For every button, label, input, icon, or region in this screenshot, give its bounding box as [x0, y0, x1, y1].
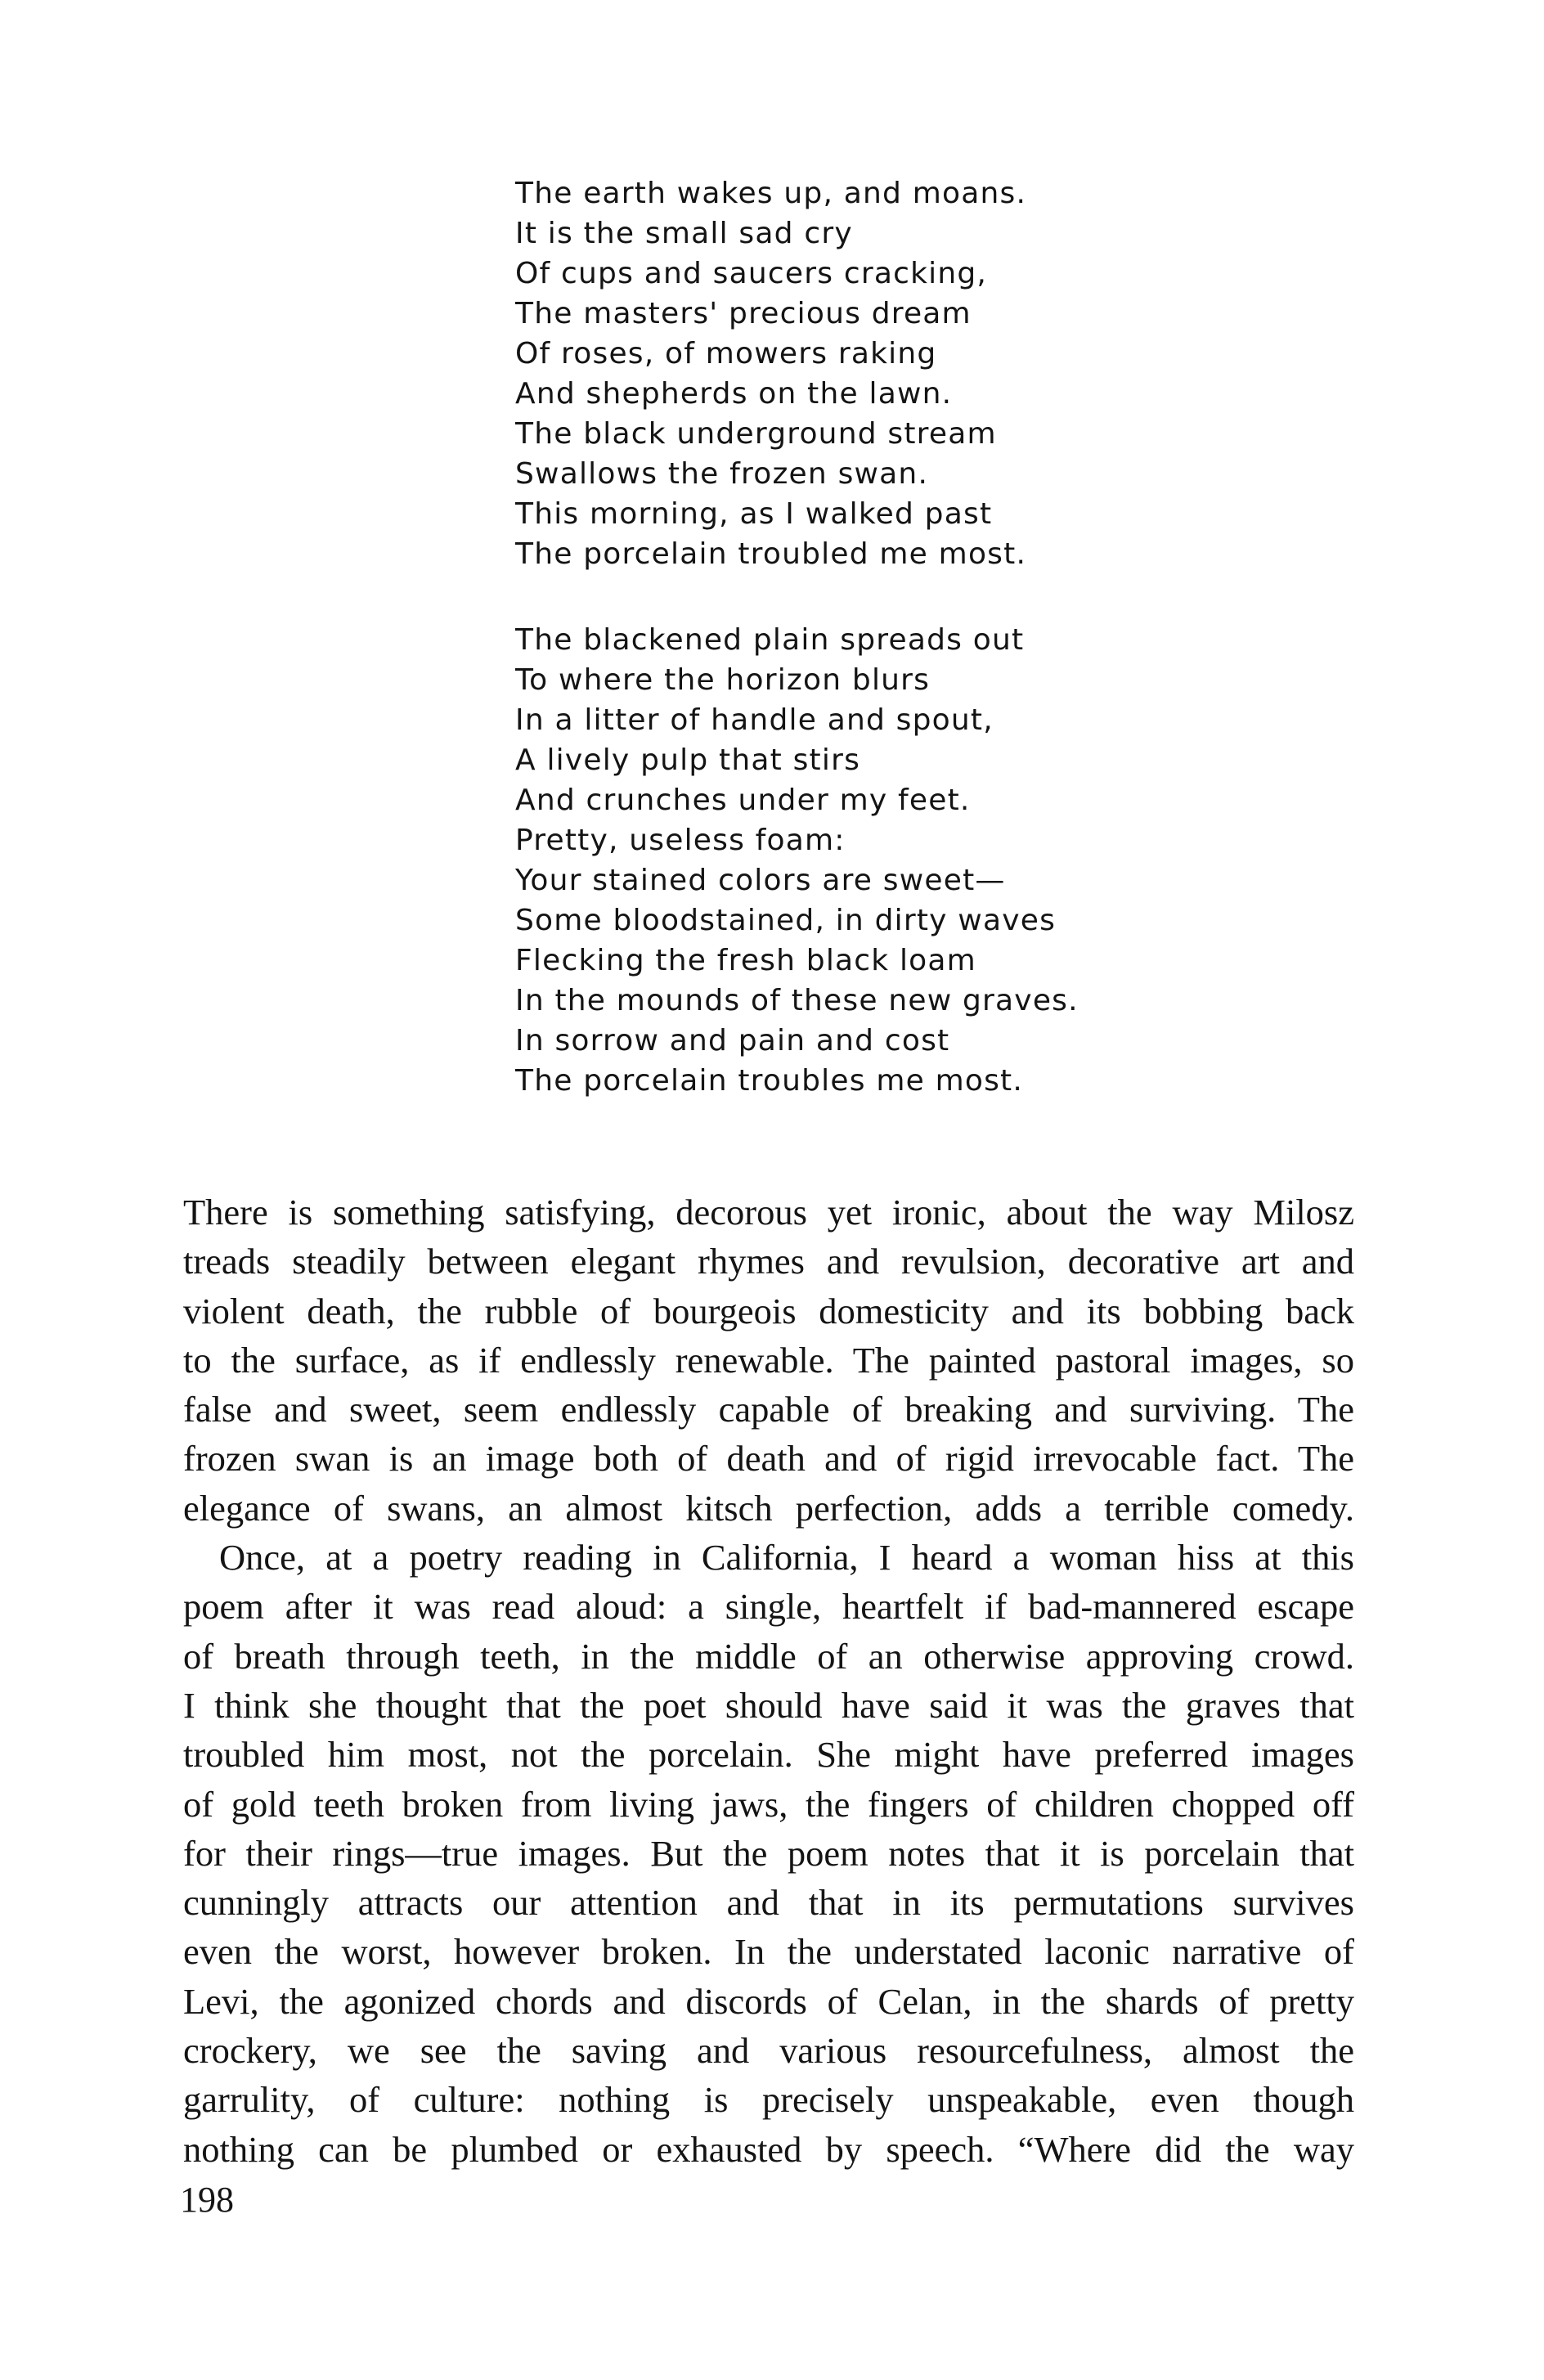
text-line: crockery, we see the saving and various resourcefulness, almost the [183, 2030, 1354, 2072]
verse-line: Of cups and saucers cracking, [515, 257, 988, 290]
text-line: even the worst, however broken. In the understated laconic narrative of [183, 1931, 1354, 1973]
text-line: cunningly attracts our attention and that in its permutations survives [183, 1882, 1354, 1924]
verse-line: Pretty, useless foam: [515, 824, 846, 857]
verse-line: This morning, as I walked past [515, 497, 993, 531]
verse-line: The masters' precious dream [515, 297, 972, 330]
verse-line: The earth wakes up, and moans. [515, 177, 1027, 210]
text-line: nothing can be plumbed or exhausted by speech. “Where did the way [183, 2128, 1354, 2170]
text-line: Levi, the agonized chords and discords of Celan, in the shards of pretty [183, 1980, 1354, 2022]
text-line: troubled him most, not the porcelain. She might have preferred images [183, 1734, 1354, 1776]
verse-line: The porcelain troubled me most. [515, 537, 1027, 571]
verse-line: And crunches under my feet. [515, 784, 971, 817]
poem [515, 173, 1374, 1101]
text-line: garrulity, of culture: nothing is precisely unspeakable, even though [183, 2079, 1354, 2121]
verse-line: Swallows the frozen swan. [515, 457, 929, 491]
verse-line: The blackened plain spreads out [515, 623, 1025, 657]
text-line: frozen swan is an image both of death and of rigid irrevocable fact. The [183, 1438, 1354, 1480]
text-line: Once, at a poetry reading in California, I heard a woman hiss at this [219, 1537, 1354, 1578]
verse-line: It is the small sad cry [515, 217, 853, 250]
text-line: for their rings—true images. But the poem notes that it is porcelain that [183, 1832, 1354, 1874]
text-line: of gold teeth broken from living jaws, the fingers of children chopped off [183, 1783, 1354, 1825]
text-line: poem after it was read aloud: a single, heartfelt if bad-mannered escape [183, 1586, 1354, 1628]
verse-line: A lively pulp that stirs [515, 743, 861, 777]
verse-line: To where the horizon blurs [515, 663, 931, 697]
page-number: 198 [180, 2180, 234, 2220]
verse-line: Some bloodstained, in dirty waves [515, 904, 1057, 937]
poem-stanza-1 [515, 173, 1374, 574]
text-line: of breath through teeth, in the middle of an otherwise approving crowd. [183, 1635, 1354, 1677]
verse-line: In the mounds of these new graves. [515, 984, 1079, 1017]
paragraph-2 [183, 1533, 1354, 2174]
paragraph-1 [183, 1188, 1354, 1533]
poem-stanza-2 [515, 620, 1374, 1101]
verse-line: In sorrow and pain and cost [515, 1024, 950, 1058]
verse-line: In a litter of handle and spout, [515, 703, 994, 737]
text-line: treads steadily between elegant rhymes and revulsion, decorative art and [183, 1241, 1354, 1282]
verse-line: And shepherds on the lawn. [515, 377, 953, 411]
verse-line: Of roses, of mowers raking [515, 337, 937, 370]
verse-line: The black underground stream [515, 417, 997, 451]
verse-line: Your stained colors are sweet— [515, 864, 1006, 897]
text-line: I think she thought that the poet should have said it was the graves that [183, 1684, 1354, 1726]
verse-line: The porcelain troubles me most. [515, 1064, 1023, 1098]
text-line: violent death, the rubble of bourgeois domesticity and its bobbing back [183, 1290, 1354, 1331]
body-text [183, 1188, 1354, 2174]
text-line: false and sweet, seem endlessly capable of breaking and surviving. The [183, 1389, 1354, 1430]
text-line: elegance of swans, an almost kitsch perfection, adds a terrible comedy. [183, 1487, 1354, 1529]
text-line: to the surface, as if endlessly renewable. The painted pastoral images, so [183, 1339, 1354, 1381]
text-line: There is something satisfying, decorous yet ironic, about the way Milosz [183, 1192, 1354, 1233]
verse-line: Flecking the fresh black loam [515, 944, 976, 977]
